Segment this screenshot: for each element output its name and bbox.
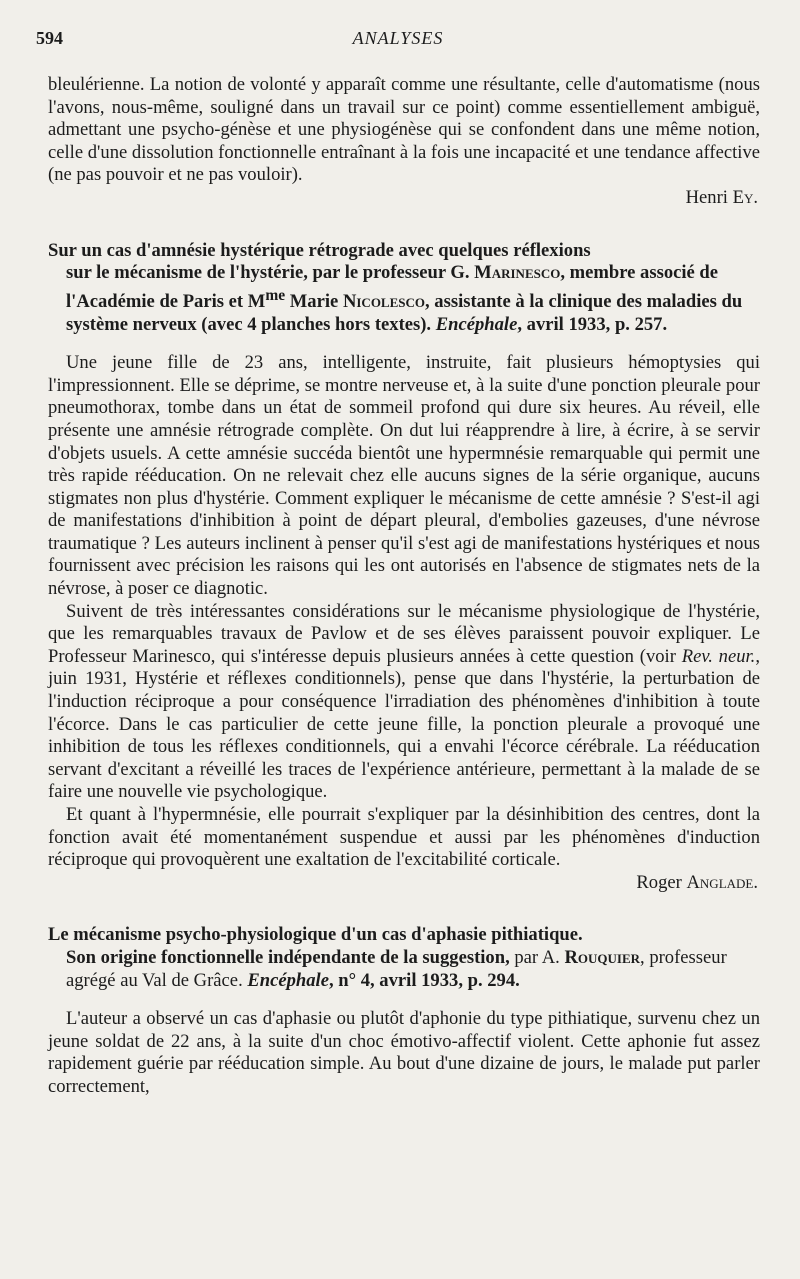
article-1-title-line1: Sur un cas d'amnésie hystérique rétrograde avec quelques réflexions [48,239,591,261]
article-2-title [48,924,760,992]
article-1-citation: , avril 1933, p. 257. [517,313,668,335]
article-1-title-rest [48,262,760,336]
article-1-title-marie: Marie [285,290,343,312]
spacer [48,210,760,226]
article-1-paragraph-2-part-a: Suivent de très intéressantes considérations sur le mécanisme physiologique de l'hystérie, que les remarquables travaux de Pavlow et de ses élèves paraissent pouvoir expliquer. Le Professeur Marinesco, qui s'intéresse depuis plusieurs années à cette question (voir [48,600,760,667]
signature-first-name: Roger [636,871,682,893]
article-2-title-affil: , professeur agrégé au Val de Grâce. [66,946,727,991]
running-title: ANALYSES [352,28,444,48]
article-2-citation: , n° 4, avril 1933, p. 294. [328,969,520,991]
page-header [36,28,760,54]
article-1-paragraph-2-part-b: , juin 1931, Hystérie et réflexes conditionnels), pense que dans l'hystérie, la perturbation de l'induction réciproque a pour conséquence l'irradiation des phénomènes d'inhibition à toute l'écorce. Dans le cas particulier de cette jeune fille, la ponction pleurale a provoqué une inhibition de tous les réflexes conditionnels, qui a envahi l'écorce cérébrale. La rééducation servant d'excitant a réveillé les traces de l'expérience antérieure, permettant à la malade de se faire une nouvelle vie psychologique. [48,645,760,803]
signature-first-name: Henri [685,186,728,208]
article-1-paragraph-2-ref: Rev. neur. [681,645,756,667]
page-body [48,74,760,1099]
intro-paragraph: bleulérienne. La notion de volonté y apparaît comme une résultante, celle d'automatisme (nous l'avons, nous-même, souligné dans un travail sur ce point) comme essentiellement ambiguë, admettant une psycho-génèse et une physiogénèse qui se confondent dans une même notion, celle d'une dissolution fonctionnelle entraînant à la fois une incapacité et une tendance affective (ne pas pouvoir et ne pas vouloir). [48,74,760,186]
article-2-title-rest [48,947,760,992]
article-2-title-by: par A. [509,946,565,968]
article-2-author: Rouquier [564,946,641,968]
article-1-signature [48,872,760,895]
article-2-title-line2: Son origine fonctionnelle indépendante de la suggestion, [66,946,510,968]
article-1-paragraph-2 [48,601,760,804]
article-1-title-by: par le professeur G. [307,262,475,284]
article-1-journal: Encéphale [435,313,518,335]
spacer [48,894,760,910]
article-1-title-me: me [265,286,286,304]
article-1-paragraph-1: Une jeune fille de 23 ans, intelligente, instruite, fait plusieurs hémoptysies qui l'impressionnent. Elle se déprime, se montre nerveuse et, à la suite d'une ponction pleurale pour pneumothorax, tombe dans un état de sommeil profond qui dure six heures. Au réveil, elle présente une amnésie rétrograde complète. On dut lui réapprendre à lire, à écrire, à se servir d'objets usuels. A cette amnésie succéda bientôt une hypermnésie remarquable qui permit une très rapide rééducation. On ne relevait chez elle aucuns signes de la série organique, aucuns stigmates non plus d'hystérie. Comment expliquer le mécanisme de cette amnésie ? S'est-il agi de manifestations d'inhibition à point de départ pleural, d'embolies gazeuses, d'une névrose traumatique ? Les auteurs inclinent à penser qu'il s'est agi de manifestations hystériques et nous fournissent avec précision les raisons qui les ont autorisés en l'absence de stigmates nets de la névrose, à poser ce diagnotic. [48,352,760,600]
article-1-title [48,240,760,337]
article-1-title-affil: , membre associé de l'Académie de Paris et M [66,262,719,312]
article-1-author-1: Marinesco [474,262,561,284]
signature-last-name: Anglade. [686,871,758,893]
article-2-title-line1: Le mécanisme psycho-physiologique d'un cas d'aphasie pithiatique. [48,924,583,946]
article-2-paragraph-1: L'auteur a observé un cas d'aphasie ou plutôt d'aphonie du type pithiatique, survenu chez un jeune soldat de 22 ans, à la suite d'un choc émotivo-affectif violent. Cette aphonie fut assez rapidement guérie par rééducation simple. Au bout d'une dizaine de jours, le malade put parler correctement, [48,1008,760,1097]
spacer [48,336,760,352]
signature-last-name: Ey. [732,186,758,208]
article-1-title-affil-2: , assistante à la clinique des maladies du système nerveux (avec 4 planches hors textes). [66,290,743,335]
article-2-journal: Encéphale [247,969,329,991]
spacer [48,992,760,1008]
intro-signature [48,187,760,210]
article-1-author-2: Nicolesco [342,290,425,312]
article-1-title-subject: sur le mécanisme de l'hystérie, [66,262,308,284]
article-1-paragraph-3: Et quant à l'hypermnésie, elle pourrait s'expliquer par la désinhibition des centres, dont la fonction avait été momentanément suspendue et aussi par les phénomènes d'induction réciproque qui provoquèrent une exaltation de l'excitabilité corticale. [48,804,760,871]
page-number: 594 [36,28,63,48]
